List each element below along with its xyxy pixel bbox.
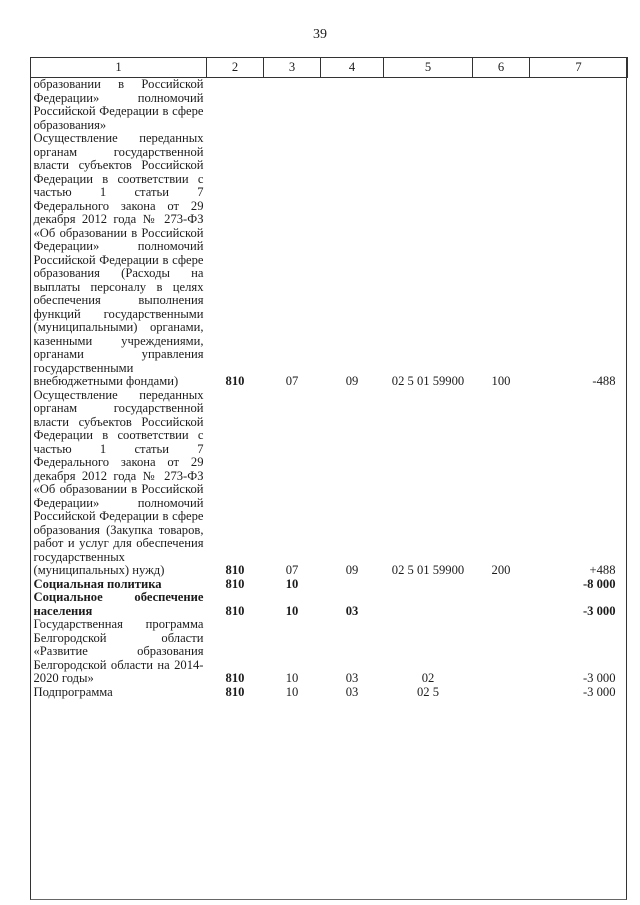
table-row: [31, 578, 628, 592]
column-header-name: 1: [31, 58, 207, 78]
row-subsection: 09: [345, 374, 359, 388]
table-row: [31, 78, 628, 133]
row-amount: -3 000: [582, 671, 616, 685]
row-amount: -3 000: [582, 603, 616, 618]
column-header-section: 3: [264, 58, 321, 78]
table-row: [31, 132, 628, 389]
row-section: 10: [285, 603, 299, 618]
row-type: [473, 591, 530, 618]
row-name: Подпрограмма: [33, 684, 113, 699]
column-header-subsection: 4: [321, 58, 384, 78]
row-section: 10: [285, 576, 299, 591]
page-number: 39: [313, 27, 327, 42]
row-section: [264, 78, 321, 133]
row-amount: -488: [592, 374, 616, 388]
budget-table: [30, 57, 628, 699]
row-section: 10: [285, 684, 299, 699]
row-type: [473, 578, 530, 592]
row-target: 02 5 01 59900: [391, 563, 465, 577]
row-code: 810: [225, 576, 245, 591]
row-amount: +488: [589, 563, 616, 577]
row-code: 810: [225, 374, 245, 388]
table-row: [31, 618, 628, 686]
row-section: 10: [285, 671, 299, 685]
row-target: 02 5: [416, 684, 440, 699]
row-target: [384, 578, 473, 592]
row-name: Государственная программа Белгородской области «Развитие образования Белгородской области на 2014-2020 годы»: [33, 617, 204, 685]
row-subsection: 03: [345, 603, 359, 618]
row-code: 810: [225, 671, 245, 685]
column-header-type: 6: [473, 58, 530, 78]
row-name: Осуществление переданных органам государственной власти субъектов Российской Федерации в соответствии с частью 1 статьи 7 Федерального закона от 29 декабря 2012 года № 273-ФЗ «Об образовании в Российской Федерации» полномочий Российской Федерации в сфере образования (Закупка товаров, работ и услуг для обеспечения государственных (муниципальных) нужд): [33, 387, 204, 577]
row-type: 200: [491, 563, 511, 577]
row-target: [384, 78, 473, 133]
row-type: [473, 686, 530, 700]
row-subsection: [321, 78, 384, 133]
row-subsection: 03: [345, 684, 359, 699]
table-row: [31, 686, 628, 700]
row-amount: [530, 78, 628, 133]
table-header-row: [31, 58, 628, 78]
row-target: 02 5 01 59900: [391, 374, 465, 388]
row-code: 810: [225, 684, 245, 699]
row-code: [207, 78, 264, 133]
row-subsection: [321, 578, 384, 592]
row-subsection: 09: [345, 563, 359, 577]
column-header-code: 2: [207, 58, 264, 78]
row-section: 07: [285, 563, 299, 577]
column-header-target: 5: [384, 58, 473, 78]
row-section: 07: [285, 374, 299, 388]
row-type: 100: [491, 374, 511, 388]
column-header-amount: 7: [530, 58, 628, 78]
row-type: [473, 618, 530, 686]
row-amount: -3 000: [582, 684, 616, 699]
row-name: Социальная политика: [33, 576, 162, 591]
table-row: [31, 389, 628, 578]
row-code: 810: [225, 563, 245, 577]
row-amount: -8 000: [582, 576, 616, 591]
row-code: 810: [225, 603, 245, 618]
row-name: образовании в Российской Федерации» полномочий Российской Федерации в сфере образования»: [33, 77, 204, 132]
row-type: [473, 78, 530, 133]
row-name: Осуществление переданных органам государственной власти субъектов Российской Федерации в соответствии с частью 1 статьи 7 Федерального закона от 29 декабря 2012 года № 273-ФЗ «Об образовании в Российской Федерации» полномочий Российской Федерации в сфере образования (Расходы на выплаты персоналу в целях обеспечения выполнения функций государственными (муниципальными) органами, казенными учреждениями, органами управления государственными внебюджетными фондами): [33, 131, 204, 388]
row-name: Социальное обеспечение населения: [33, 590, 204, 618]
table-row: [31, 591, 628, 618]
row-target: [384, 591, 473, 618]
row-subsection: 03: [345, 671, 359, 685]
row-target: 02: [421, 671, 435, 685]
